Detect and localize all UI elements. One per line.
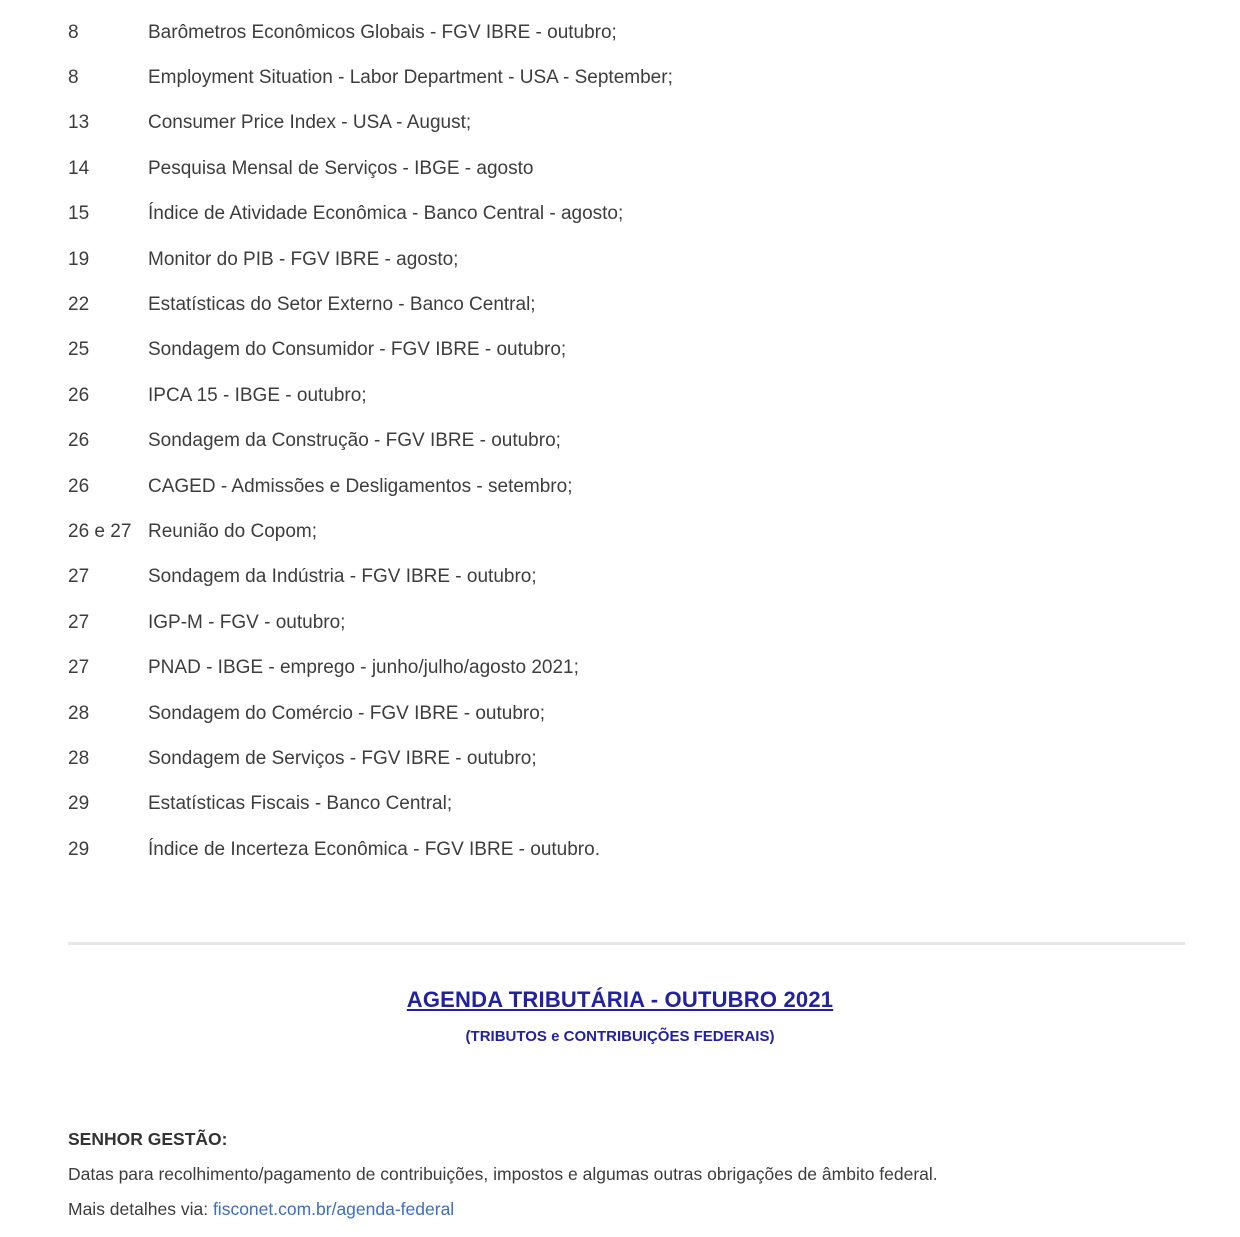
section-divider <box>68 942 1185 945</box>
calendar-date: 25 <box>68 339 90 361</box>
agenda-tributaria-title: AGENDA TRIBUTÁRIA - OUTUBRO 2021 <box>406 987 834 1013</box>
calendar-row <box>68 464 1240 509</box>
footer-link-prefix: Mais detalhes via: <box>68 1199 213 1220</box>
calendar-event: Consumer Price Index - USA - August; <box>148 112 472 134</box>
calendar-row <box>68 192 1240 237</box>
calendar-row <box>68 645 1240 690</box>
calendar-date: 14 <box>68 157 90 179</box>
calendar-row <box>68 555 1240 600</box>
calendar-row <box>68 237 1240 282</box>
calendar-date: 27 <box>68 657 90 679</box>
calendar-row <box>68 419 1240 464</box>
calendar-date: 26 <box>68 384 90 406</box>
calendar-date: 28 <box>68 747 90 769</box>
footer-description: Datas para recolhimento/pagamento de contribuições, impostos e algumas outras obrigações de âmbito federal. <box>68 1164 938 1185</box>
calendar-event: Estatísticas do Setor Externo - Banco Central; <box>148 294 536 316</box>
calendar-row <box>68 55 1240 100</box>
footer-block <box>0 1122 1240 1227</box>
calendar-date: 13 <box>68 112 90 134</box>
fisconet-link[interactable]: fisconet.com.br/agenda-federal <box>212 1199 455 1220</box>
calendar-row <box>68 691 1240 736</box>
calendar-event: Employment Situation - Labor Department - USA - September; <box>148 67 673 89</box>
calendar-row <box>68 146 1240 191</box>
calendar-row <box>68 827 1240 872</box>
footer-heading: SENHOR GESTÃO: <box>68 1129 228 1150</box>
calendar-event: Pesquisa Mensal de Serviços - IBGE - agosto <box>148 157 534 179</box>
calendar-date: 19 <box>68 248 90 270</box>
calendar-event: Sondagem do Comércio - FGV IBRE - outubro; <box>148 702 546 724</box>
calendar-date: 28 <box>68 702 90 724</box>
calendar-date: 26 e 27 <box>68 520 132 542</box>
calendar-event: Monitor do PIB - FGV IBRE - agosto; <box>148 248 459 270</box>
calendar-row <box>68 509 1240 554</box>
calendar-row <box>68 10 1240 55</box>
calendar-date: 26 <box>68 430 90 452</box>
calendar-event: IGP-M - FGV - outubro; <box>148 611 346 633</box>
calendar-row <box>68 373 1240 418</box>
calendar-event: Sondagem da Indústria - FGV IBRE - outubro; <box>148 566 537 588</box>
calendar-list <box>0 10 1240 872</box>
calendar-event: Sondagem da Construção - FGV IBRE - outubro; <box>148 430 561 452</box>
calendar-date: 26 <box>68 475 90 497</box>
calendar-row <box>68 736 1240 781</box>
calendar-row <box>68 282 1240 327</box>
calendar-date: 29 <box>68 838 90 860</box>
calendar-row <box>68 600 1240 645</box>
agenda-tributaria-subtitle: (TRIBUTOS e CONTRIBUIÇÕES FEDERAIS) <box>465 1028 775 1046</box>
calendar-event: PNAD - IBGE - emprego - junho/julho/agosto 2021; <box>148 657 579 679</box>
calendar-row <box>68 101 1240 146</box>
footer-link-line <box>68 1192 1240 1227</box>
calendar-event: Índice de Atividade Econômica - Banco Central - agosto; <box>148 203 624 225</box>
calendar-row <box>68 782 1240 827</box>
calendar-date: 8 <box>68 21 79 43</box>
calendar-date: 15 <box>68 203 90 225</box>
calendar-date: 27 <box>68 611 90 633</box>
calendar-event: Sondagem de Serviços - FGV IBRE - outubro; <box>148 747 537 769</box>
calendar-date: 22 <box>68 294 90 316</box>
calendar-date: 29 <box>68 793 90 815</box>
calendar-event: Sondagem do Consumidor - FGV IBRE - outubro; <box>148 339 567 361</box>
calendar-event: Índice de Incerteza Econômica - FGV IBRE - outubro. <box>148 838 600 860</box>
calendar-date: 27 <box>68 566 90 588</box>
calendar-date: 8 <box>68 67 79 89</box>
calendar-event: Estatísticas Fiscais - Banco Central; <box>148 793 453 815</box>
calendar-row <box>68 328 1240 373</box>
calendar-event: CAGED - Admissões e Desligamentos - setembro; <box>148 475 573 497</box>
calendar-event: IPCA 15 - IBGE - outubro; <box>148 384 367 406</box>
calendar-event: Reunião do Copom; <box>148 520 317 542</box>
calendar-event: Barômetros Econômicos Globais - FGV IBRE - outubro; <box>148 21 617 43</box>
